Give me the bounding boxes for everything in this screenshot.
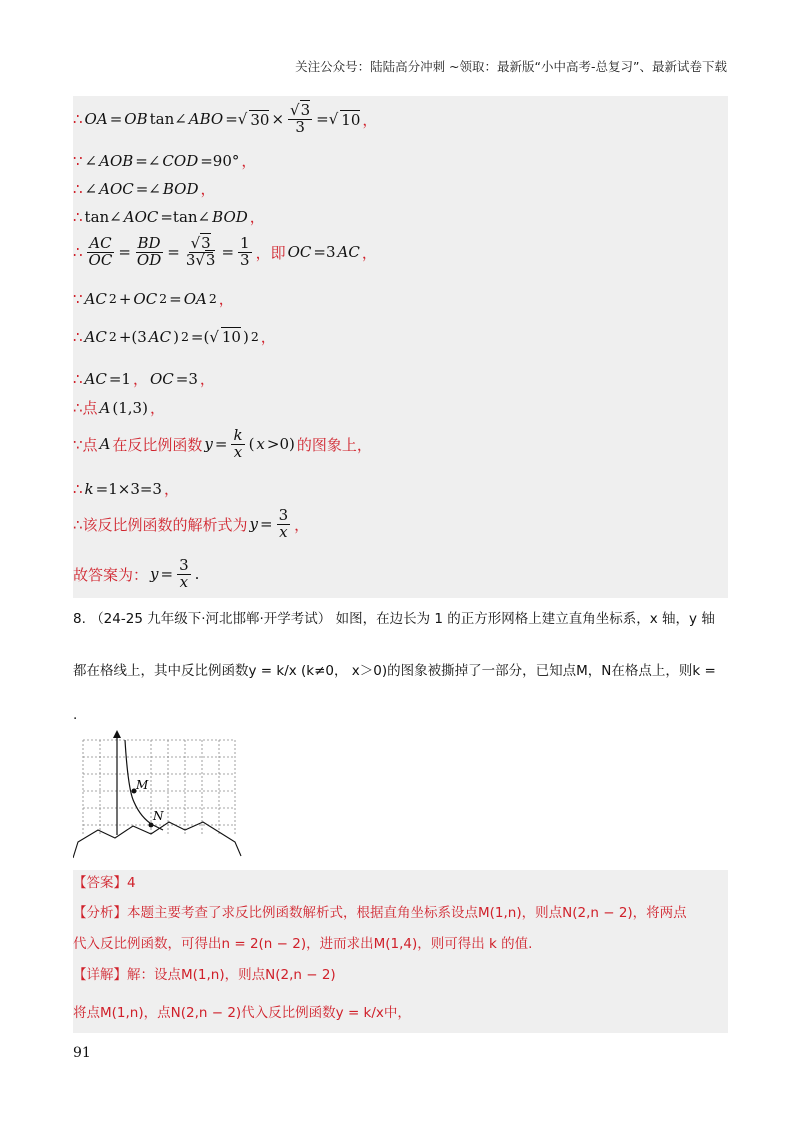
step-10: ∵点 A 在反比例函数 y = $\frac{k}{x}$ ( x >0) 的图象上， <box>73 426 372 461</box>
detail-line-1 <box>73 964 728 986</box>
analysis-text-1: 本题主要考查了求反比例函数解析式，根据直角坐标系设点M(1,n)，则点N(2,n − 2)，将两点 <box>127 905 687 921</box>
step-2: ∵ ∠ AOB =∠ COD =90° ， <box>73 151 257 170</box>
problem-line-2 <box>73 660 728 682</box>
point-n <box>149 823 154 828</box>
problem-source: （24-25 九年级下·河北邯郸·开学考试） <box>90 611 332 627</box>
step-5: ∴ $\frac{AC}{OC}$ = $\frac{BD}{OD}$ = $\frac{√3}{3√3}$ = $\frac{1}{3}$ ，即 OC =3 AC ， <box>73 234 377 269</box>
step-12: ∴该反比例函数的解析式为 y = $\frac{3}{x}$ ， <box>73 506 310 541</box>
y-axis-arrow <box>113 730 121 738</box>
step-6: ∵ AC 2 + OC 2 = OA 2 ， <box>73 289 234 308</box>
detail-label: 【详解】 <box>73 967 127 983</box>
detail-line-2: 将点M(1,n)，点N(2,n − 2)代入反比例函数y = k/x中， <box>73 1005 411 1021</box>
answer-line <box>73 872 728 894</box>
problem-line-1 <box>73 608 728 630</box>
label-n: N <box>153 809 164 823</box>
analysis-line-1 <box>73 902 728 924</box>
step-9: ∴点 A (1,3) ， <box>73 398 165 417</box>
answer-label: 【答案】 <box>73 875 127 891</box>
step-13: 故答案为： y = $\frac{3}{x}$ . <box>73 556 200 591</box>
analysis-label: 【分析】 <box>73 905 127 921</box>
step-11: ∴ k =1×3=3 ， <box>73 479 179 498</box>
step-7: ∴ AC 2 +(3 AC ) 2 =(√ 10 ) 2 ， <box>73 327 276 346</box>
step-1: ∴ OA = OB tan∠ ABO =√ 30 × $\frac{√3}{3}$ =√ 10 ， <box>73 101 378 136</box>
page-number: 91 <box>73 1045 91 1061</box>
step-3: ∴ ∠ AOC =∠ BOD ， <box>73 179 216 198</box>
page-header: 关注公众号：陆陆高分冲刺 ~领取：最新版“小中高考-总复习”、最新试卷下载 <box>295 59 727 74</box>
hyperbola-grid-figure <box>73 730 248 869</box>
step-4: ∴ tan∠ AOC =tan∠ BOD ， <box>73 207 265 226</box>
detail-text-1: 解：设点M(1,n)，则点N(2,n − 2) <box>127 967 336 983</box>
step-8: ∴ AC =1 ， OC =3 ， <box>73 369 215 388</box>
answer-value: 4 <box>127 875 136 891</box>
problem-number: 8. <box>73 611 86 627</box>
problem-text-2: 都在格线上，其中反比例函数y = k/x (k≠0， x＞0)的图象被撕掉了一部分，已知点M，N在格点上，则k = <box>73 663 716 679</box>
label-m: M <box>136 778 149 792</box>
analysis-line-2: 代入反比例函数，可得出n = 2(n − 2)，进而求出M(1,4)，则可得出 k 的值. <box>73 936 533 952</box>
problem-text-1: 如图，在边长为 1 的正方形网格上建立直角坐标系，x 轴，y 轴 <box>335 611 715 627</box>
problem-blank: . <box>73 707 78 723</box>
